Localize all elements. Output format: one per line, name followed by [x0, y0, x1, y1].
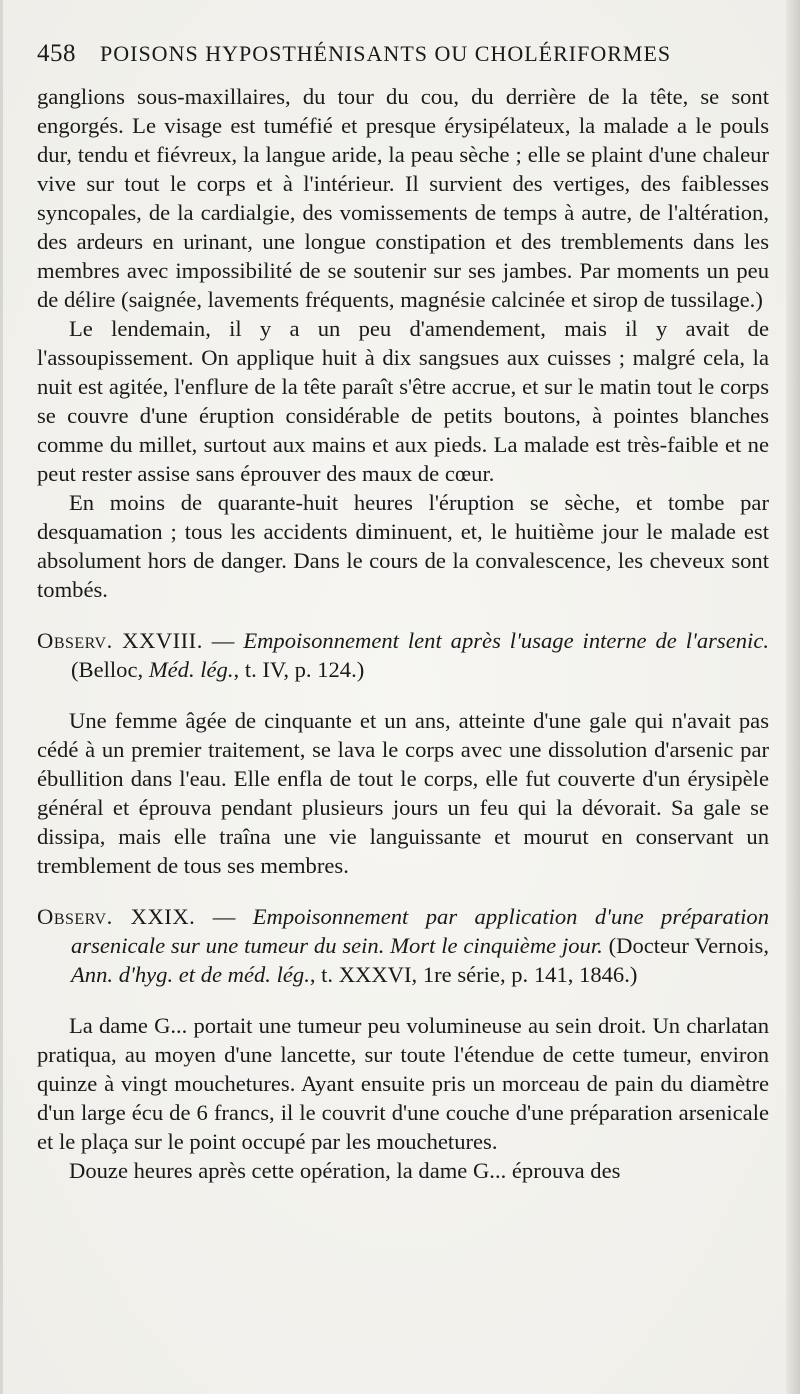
reference-journal: Ann. d'hyg. et de méd. lég. — [71, 962, 310, 987]
observation-title: Empoisonnement par application d'une préparation arsenicale sur une tumeur du sein. Mort le cinquième jour. — [71, 904, 769, 958]
observation-title: Empoisonnement lent après l'usage interne de l'arsenic. — [243, 628, 769, 653]
page-number: 458 — [37, 40, 76, 67]
observation-heading-28: Observ. XXVIII. — Empoisonnement lent après l'usage interne de l'arsenic. (Belloc, Méd. lég., t. IV, p. 124.) — [37, 628, 769, 682]
page-edge-shadow — [786, 0, 800, 1394]
page-body — [37, 82, 769, 1185]
running-title: POISONS HYPOSTHÉNISANTS OU CHOLÉRIFORMES — [100, 41, 672, 66]
paragraph: En moins de quarante-huit heures l'éruption se sèche, et tombe par desquamation ; tous les accidents diminuent, et, le huitième jour le malade est absolument hors de danger. Dans le cours de la convalescence, les cheveux sont tombés. — [37, 490, 769, 602]
observation-label: Observ. XXIX. — [37, 904, 196, 929]
observation-label: Observ. XXVIII. — [37, 628, 203, 653]
observation-heading-29: Observ. XXIX. — Empoisonnement par application d'une préparation arsenicale sur une tumeur du sein. Mort le cinquième jour. (Docteur Vernois, Ann. d'hyg. et de méd. lég., t. XXXVI, 1re série, p. 141, 1846.) — [37, 904, 769, 987]
paragraph: La dame G... portait une tumeur peu volumineuse au sein droit. Un charlatan pratiqua, au moyen d'une lancette, sur toute l'étendue de cette tumeur, environ quinze à vingt mouchetures. Ayant ensuite pris un morceau de pain du diamètre d'un large écu de 6 francs, il le couvrit d'une couche d'une préparation arsenicale et le plaça sur le point occupé par les mouchetures. — [37, 1013, 769, 1154]
paragraph: Le lendemain, il y a un peu d'amendement, mais il y avait de l'assoupissement. On applique huit à dix sangsues aux cuisses ; malgré cela, la nuit est agitée, l'enflure de la tête paraît s'être accrue, et sur le matin tout le corps se couvre d'une éruption considérable de petits boutons, à pointes blanches comme du millet, surtout aux mains et aux pieds. La malade est très-faible et ne peut rester assise sans éprouver des maux de cœur. — [37, 316, 769, 486]
reference-journal: Méd. lég. — [148, 657, 234, 682]
paragraph-continuation: ganglions sous-maxillaires, du tour du cou, du derrière de la tête, se sont engorgés. Le visage est tuméfié et presque érysipélateux, la malade a le pouls dur, tendu et fiévreux, la langue aride, la peau sèche ; elle se plaint d'une chaleur vive sur tout le corps et à l'intérieur. Il survient des vertiges, des faiblesses syncopales, de la cardialgie, des vomissements de temps à autre, de l'altération, des ardeurs en urinant, une longue constipation et des tremblements dans les membres avec impossibilité de se soutenir sur ses jambes. Par moments un peu de délire (saignée, lavements fréquents, magnésie calcinée et sirop de tussilage.) — [37, 84, 769, 312]
page-header — [37, 40, 767, 68]
paragraph: Douze heures après cette opération, la dame G... éprouva des — [69, 1158, 621, 1183]
paragraph: Une femme âgée de cinquante et un ans, atteinte d'une gale qui n'avait pas cédé à un premier traitement, se lava le corps avec une dissolution d'arsenic par ébullition dans l'eau. Elle enfla de tout le corps, elle fut couverte d'un érysipèle général et éprouva pendant plusieurs jours un feu qui la dévorait. Sa gale se dissipa, mais elle traîna une vie languissante et mourut en conservant un tremblement de tous ses membres. — [37, 708, 769, 878]
